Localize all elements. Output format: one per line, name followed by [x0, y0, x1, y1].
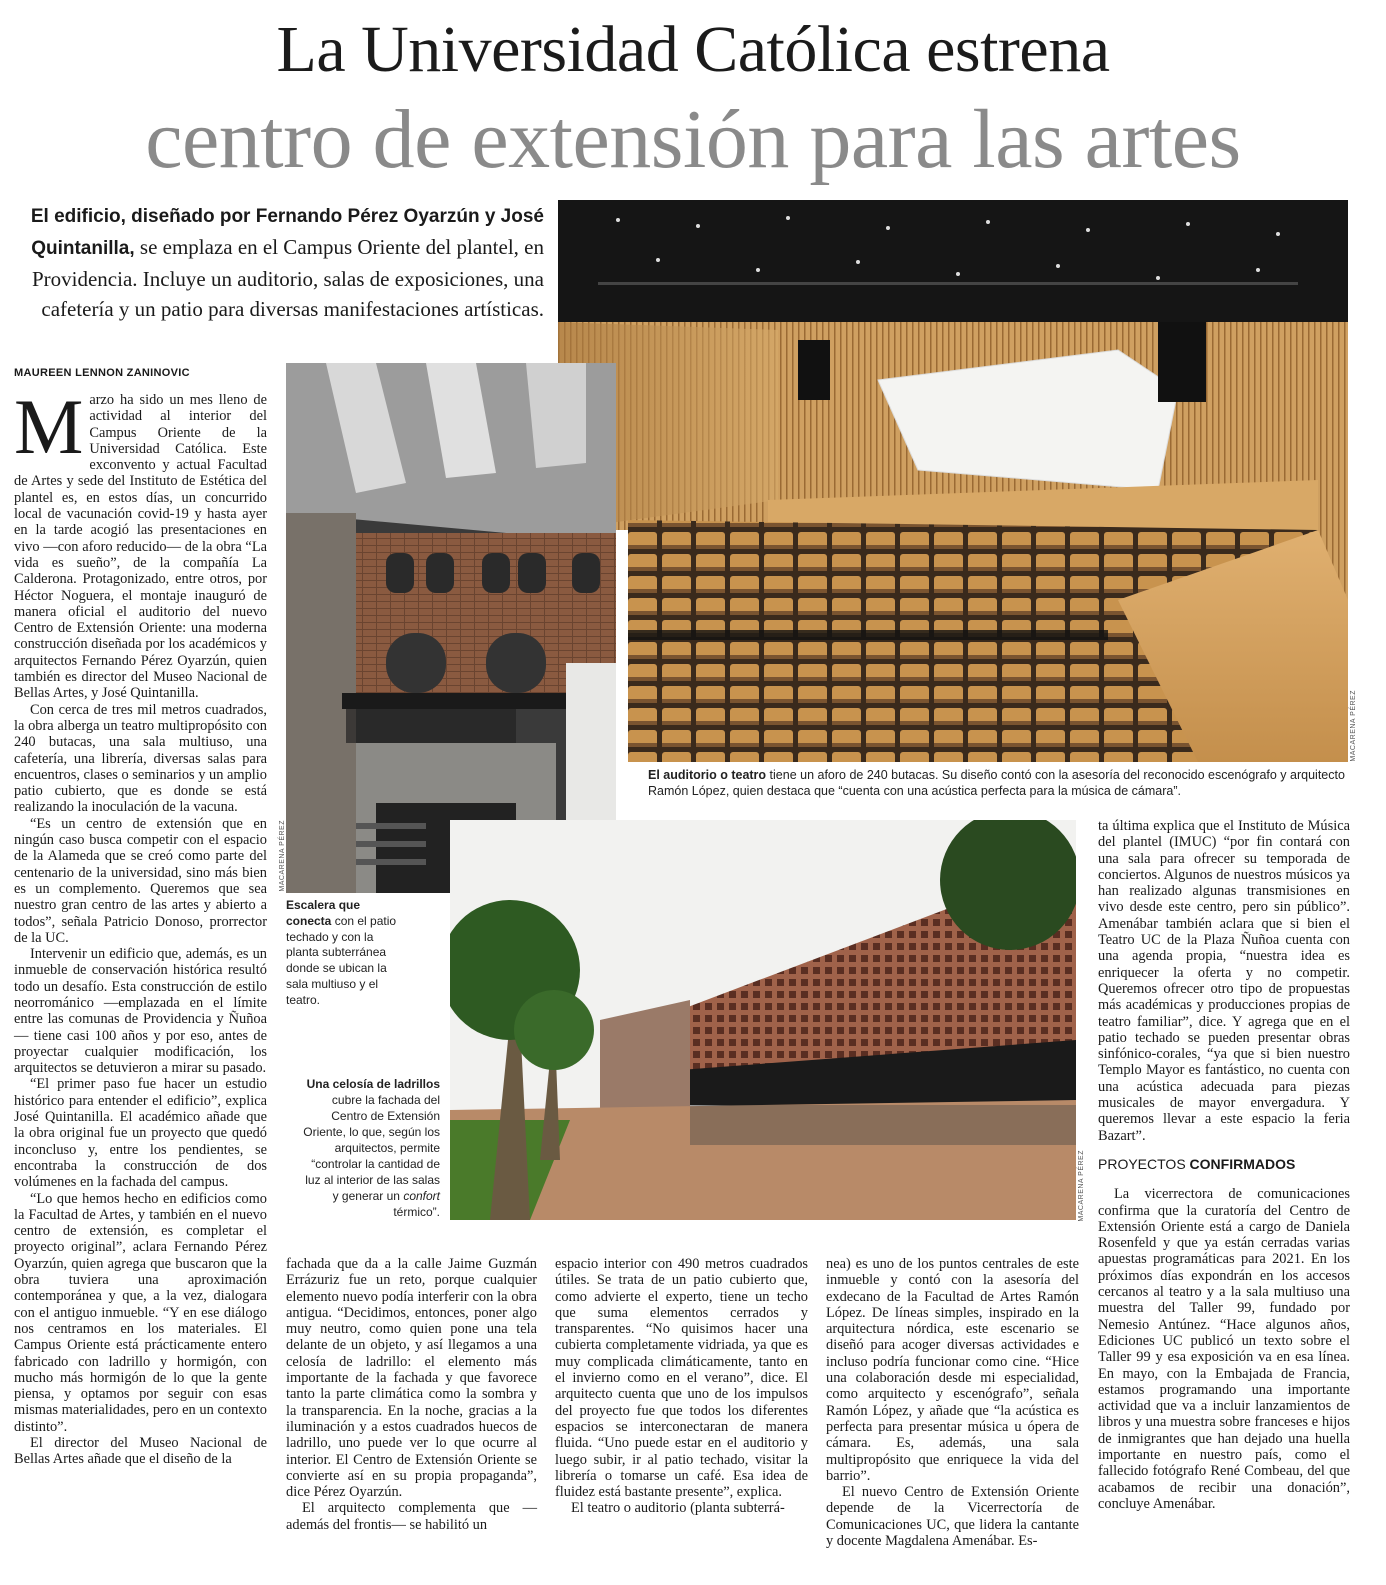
paragraph: El director del Museo Nacional de Bellas Artes añade que el diseño de la [14, 1435, 267, 1468]
paragraph: ta última explica que el Instituto de Música del plantel (IMUC) “por fin contará con una sala para ofrecer su temporada de conciertos. Algunos de nuestros músicos ya han realizado algunas transmisiones en vivo desde este centro, pero sin público”. Amenábar también aclara que si bien el Teatro UC de la Plaza Ñuñoa cuenta con una agenda propia, “nuestra idea es enriquecer la oferta y no competir. Queremos ofrecer otro tipo de propuestas más académicas y producciones propias de teatro familiar”, dice. Y agrega que en el patio techado se pueden presentar obras sinfónico-corales, “ya que si bien nuestro Templo Mayor es fantástico, no cuenta con una acústica adecuada para piezas musicales de mayor envergadura. Y queremos llevar a este espacio la feria Bazart”. [1098, 818, 1350, 1144]
caption-auditorium [648, 767, 1348, 799]
headline-line-1: La Universidad Católica estrena [276, 13, 1110, 86]
section-heading-light: PROYECTOS [1098, 1155, 1190, 1172]
article-column-2 [286, 1256, 537, 1533]
photo-credit-auditorium: MACARENA PÉREZ [1350, 690, 1357, 762]
caption-facade-rest-1: cubre la fachada del Centro de Extensión Oriente, lo que, según los arquitectos, permite “controlar la cantidad de luz al interior de las salas y generar un [303, 1093, 440, 1203]
auditorium-photo [558, 200, 1348, 762]
section-heading [1098, 1156, 1350, 1172]
paragraph: “El primer paso fue hacer un estudio histórico para entender el edificio”, explica José Quintanilla. El académico añade que la obra original fue un proyecto que quedó inconcluso y, entre los pendientes, se encontraba la construcción de dos volúmenes en la fachada del campus. [14, 1076, 267, 1191]
paragraph-text: arzo ha sido un mes lleno de actividad al interior del Campus Oriente de la Universidad Católica. Este exconvento y actual Facultad de Artes y sede del Instituto de Estética del plantel es, en estos días, un concurrido local de vacunación covid-19 y hasta ayer en la tarde acogió las presentaciones en vivo —con aforo reducido— de la obra “La vida es sueño”, de la compañía La Calderona. Protagonizado, entre otros, por Héctor Noguera, el montaje inauguró de manera oficial el auditorio del nuevo Centro de Extensión Oriente: una moderna construcción diseñada por los académicos y arquitectos Fernando Pérez Oyarzún, quien también es director del Museo Nacional de Bellas Artes, y José Quintanilla. [14, 392, 267, 702]
paragraph: El arquitecto complementa que —además del frontis— se habilitó un [286, 1500, 537, 1533]
lead-paragraph [14, 200, 544, 324]
caption-staircase-rest: con el patio techado y con la planta subterránea donde se ubican la sala multiuso y el teatro. [286, 913, 397, 1007]
caption-auditorium-bold: El auditorio o teatro [648, 768, 767, 782]
lead-rest: se emplaza en el Campus Oriente del plantel, en Providencia. Incluye un auditorio, salas de exposiciones, una cafetería y un patio para diversas manifestaciones artísticas. [31, 235, 544, 321]
paragraph [14, 383, 267, 702]
caption-facade-rest-2: térmico”. [393, 1205, 440, 1219]
article-column-1 [14, 383, 267, 1468]
caption-facade-italic: confort [403, 1189, 440, 1203]
paragraph: nea) es uno de los puntos centrales de este inmueble y contó con la asesoría del exdecano de la Facultad de Artes Ramón López. De líneas simples, inspirado en la arquitectura nórdica, este escenario se diseñó para acoger diversas actividades e incluso podría funcionar como cine. “Hice una colaboración desde mi especialidad, como arquitecto y escenógrafo”, señala Ramón López, y añade que “la acústica es perfecta para presentar música u ópera de cámara. Es, además, una sala multipropósito que enriquece la vida del barrio”. [826, 1256, 1079, 1484]
facade-photo [450, 820, 1076, 1220]
byline: MAUREEN LENNON ZANINOVIC [14, 367, 190, 379]
section-heading-bold: CONFIRMADOS [1189, 1155, 1296, 1172]
paragraph: Con cerca de tres mil metros cuadrados, la obra alberga un teatro multipropósito con 240 butacas, una sala multiuso, una cafetería, una librería, diversas salas para encuentros, clases o seminarios y un amplio patio cubierto, que es donde se está realizando la inoculación de la vacuna. [14, 701, 267, 816]
paragraph: fachada que da a la calle Jaime Guzmán Errázuriz fue un reto, porque cualquier elemento nuevo podía interferir con la obra antigua. “Decidimos, entonces, poner algo muy neutro, como quien pone una tela delante de un objeto, y así llegamos a una celosía de ladrillo: el elemento más importante de la fachada y que favorece tanto la parte climática como la sombra y la transparencia. En la noche, gracias a la iluminación y a estos cuadrados huecos de ladrillo, uno puede ver lo que ocurre al interior. El Centro de Extensión Oriente se convierte así en su propia propaganda”, dice Pérez Oyarzún. [286, 1256, 537, 1501]
staircase-photo [286, 363, 616, 893]
paragraph: “Lo que hemos hecho en edificios como la Facultad de Artes, y también en el nuevo centro de extensión, es completar el proyecto original”, aclara Fernando Pérez Oyarzún, quien agrega que buscaron que la obra tuviera una aproximación contemporánea y que, a la vez, dialogara con el antiguo inmueble. “Y en ese diálogo nos centramos en los materiales. El Campus Oriente está prácticamente entero fabricado con ladrillo y hormigón, con mucho más hormigón de lo que la gente piensa, y optamos por seguir con esas mismas materialidades, pero en un contexto distinto”. [14, 1190, 267, 1435]
paragraph: El nuevo Centro de Extensión Oriente depende de la Vicerrectoría de Comunicaciones UC, que lidera la cantante y docente Magdalena Amenábar. Es- [826, 1484, 1079, 1550]
paragraph: Intervenir un edificio que, además, es un inmueble de conservación histórica resultó todo un desafío. Esta construcción de estilo neorrománico —emplazada en el límite entre las comunas de Providencia y Ñuñoa— tiene casi 100 años y por eso, antes de proyectar cualquier modificación, los arquitectos se detuvieron a mirar su pasado. [14, 946, 267, 1077]
article-column-3 [555, 1256, 808, 1517]
paragraph: El teatro o auditorio (planta subterrá- [571, 1500, 785, 1517]
paragraph: La vicerrectora de comunicaciones confirma que la curatoría del Centro de Extensión Oriente está a cargo de Daniela Rosenfeld y que ya están cerradas varias apuestas programáticas para 2021. En los próximos días expondrán en los accesos cercanos al teatro y a la sala multiuso una muestra del Taller 99, fundado por Nemesio Antúnez. “Hace algunos años, Ediciones UC publicó un texto sobre el Taller 99 y esa exposición va en esa línea. En mayo, con la Embajada de Francia, estamos programando una importante actividad que va a incluir lanzamientos de libros y una muestra sobre franceses e hijos de inmigrantes que han dejado una huella importante en nuestro país, como el fallecido fotógrafo René Combeau, del que acabamos de recibir una donación”, concluye Amenábar. [1098, 1186, 1350, 1512]
paragraph: “Es un centro de extensión que en ningún caso busca competir con el espacio de la Alameda que se creó como parte del centenario de la universidad, sino más bien es un complemento. Queremos que sea nuestro gran centro de las artes y abierto a todos”, señala Patricio Donoso, prorrector de la UC. [14, 815, 267, 946]
caption-staircase-bold: Escalera que conecta [286, 898, 361, 928]
headline-line-2: centro de extensión para las artes [145, 93, 1241, 186]
photo-credit-staircase: MACARENA PÉREZ [279, 820, 286, 892]
article-column-4 [826, 1256, 1079, 1549]
dropcap: M [14, 383, 84, 470]
caption-staircase [286, 898, 401, 1009]
lead-bold: El edificio, diseñado por Fernando Pérez Oyarzún y José Quintanilla, [30, 206, 544, 259]
article-column-5 [1098, 818, 1350, 1512]
photo-credit-facade: MACARENA PÉREZ [1078, 1150, 1085, 1222]
caption-auditorium-rest: tiene un aforo de 240 butacas. Su diseño contó con la asesoría del reconocido escenógrafo y arquitecto Ramón López, quien destaca que “cuenta con una acústica perfecta para la música de cámara”. [648, 768, 1345, 798]
caption-facade-bold: Una celosía de ladrillos [306, 1077, 440, 1091]
caption-facade [298, 1076, 440, 1220]
paragraph: espacio interior con 490 metros cuadrados útiles. Se trata de un patio cubierto que, como advierte el experto, tiene un techo que suma elementos cerrados y transparentes. “No quisimos hacer una cubierta completamente vidriada, ya que es muy complicada climáticamente, tanto en el invierno como en el verano”, dice. El arquitecto cuenta que uno de los impulsos del proyecto fue que todos los diferentes espacios se interconectaran de manera fluida. “Uno puede estar en el auditorio y luego subir, ir al patio techado, visitar la librería o tomarse un café. Esa idea de fluidez está bastante presente”, explica. [555, 1256, 808, 1501]
